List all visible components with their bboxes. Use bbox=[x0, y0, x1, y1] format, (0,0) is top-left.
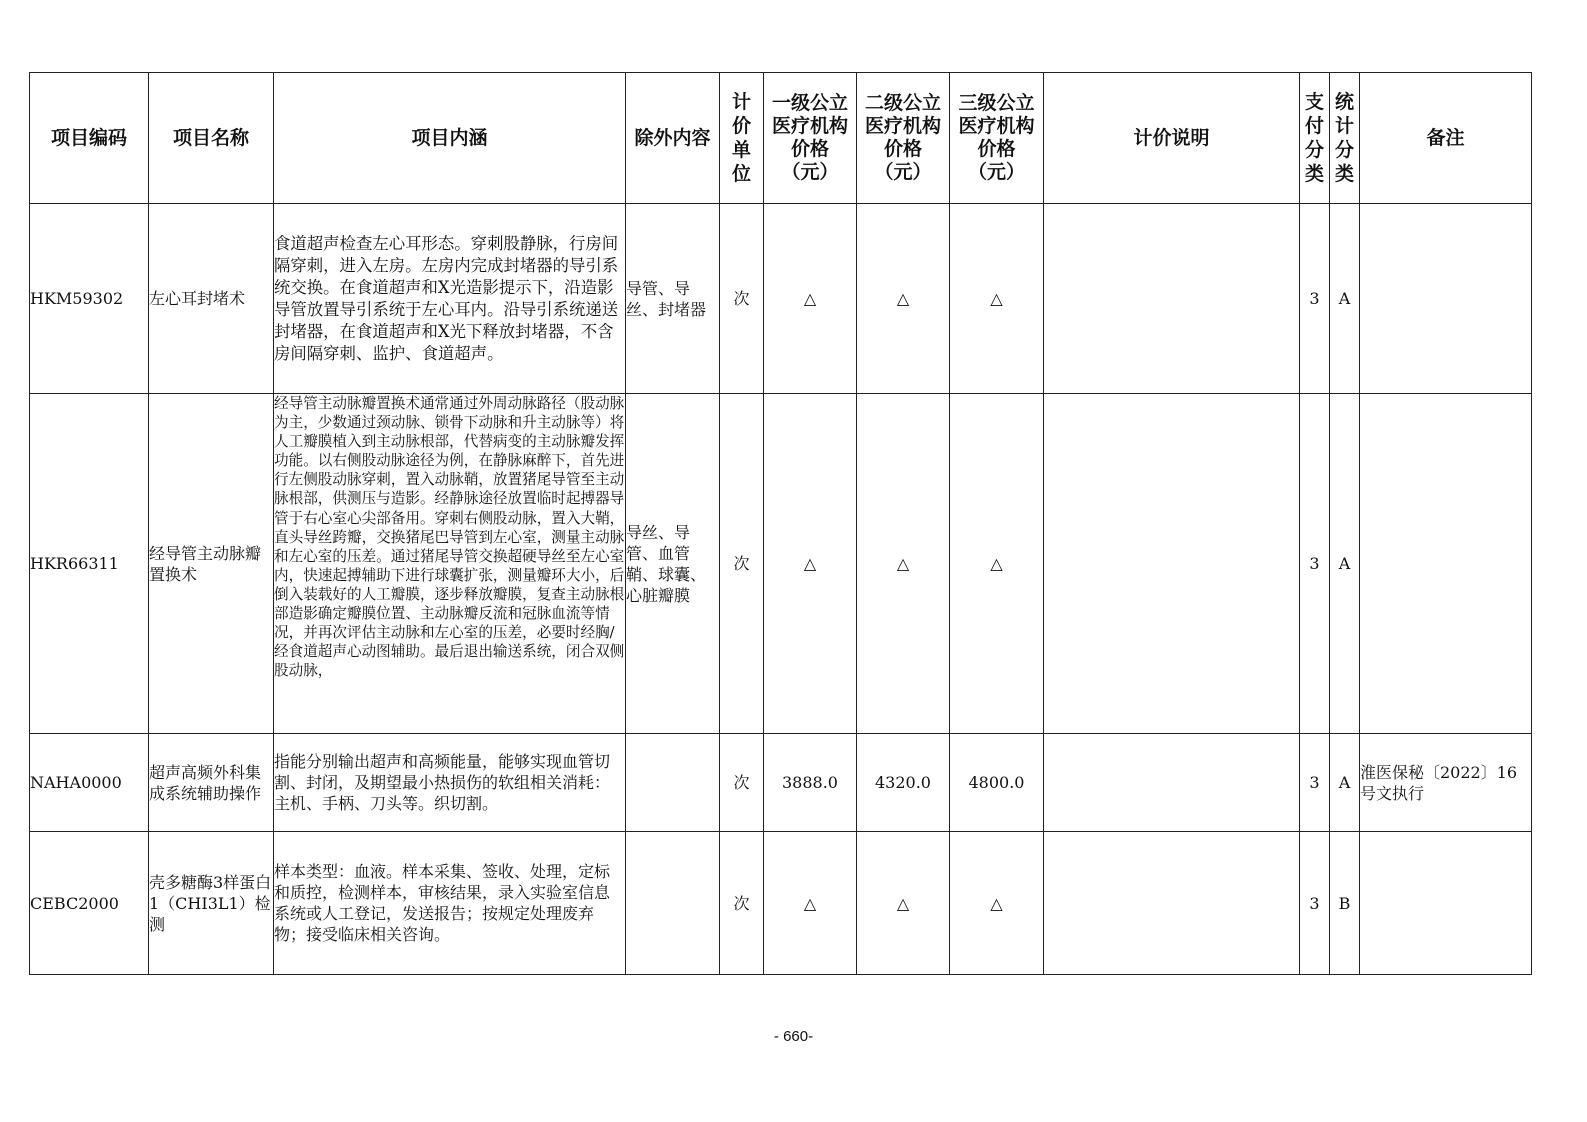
cell-pay-class: 3 bbox=[1300, 734, 1330, 832]
cell-name: 壳多糖酶3样蛋白1（CHI3L1）检测 bbox=[149, 832, 274, 975]
header-price3-text: 三级公立医疗机构价格（元） bbox=[958, 92, 1035, 183]
header-price1-text: 一级公立医疗机构价格（元） bbox=[771, 92, 848, 183]
cell-price1: △ bbox=[764, 832, 857, 975]
cell-content: 食道超声检查左心耳形态。穿刺股静脉，行房间隔穿刺，进入左房。左房内完成封堵器的导引系统交换。在食道超声和X光造影提示下，沿造影导管放置导引系统于左心耳内。沿导引系统递送封堵器，在食道超声和X光下释放封堵器，不含房间隔穿刺、监护、食道超声。 bbox=[274, 204, 626, 394]
cell-stat-class: B bbox=[1330, 832, 1360, 975]
cell-unit: 次 bbox=[720, 394, 764, 734]
cell-name: 经导管主动脉瓣置换术 bbox=[149, 394, 274, 734]
cell-price1: △ bbox=[764, 204, 857, 394]
cell-price2: 4320.0 bbox=[857, 734, 950, 832]
cell-excluded bbox=[626, 832, 720, 975]
cell-price3: △ bbox=[950, 394, 1044, 734]
cell-pricing-note bbox=[1044, 734, 1300, 832]
header-content: 项目内涵 bbox=[274, 73, 626, 204]
table-row bbox=[30, 394, 1532, 734]
cell-unit: 次 bbox=[720, 204, 764, 394]
cell-remark bbox=[1360, 832, 1532, 975]
cell-code: HKR66311 bbox=[30, 394, 149, 734]
cell-content: 样本类型：血液。样本采集、签收、处理，定标和质控，检测样本，审核结果，录入实验室信息系统或人工登记，发送报告；按规定处理废弃物；接受临床相关咨询。 bbox=[274, 832, 626, 975]
cell-unit: 次 bbox=[720, 734, 764, 832]
header-pay-class bbox=[1300, 73, 1330, 204]
header-pricing-note: 计价说明 bbox=[1044, 73, 1300, 204]
cell-pricing-note bbox=[1044, 394, 1300, 734]
cell-price3: 4800.0 bbox=[950, 734, 1044, 832]
header-price1 bbox=[764, 73, 857, 204]
table-row bbox=[30, 832, 1532, 975]
cell-code: HKM59302 bbox=[30, 204, 149, 394]
table-row bbox=[30, 204, 1532, 394]
header-unit-text: 计价单位 bbox=[731, 91, 751, 185]
cell-pay-class: 3 bbox=[1300, 204, 1330, 394]
header-price3 bbox=[950, 73, 1044, 204]
cell-name: 超声高频外科集成系统辅助操作 bbox=[149, 734, 274, 832]
header-row bbox=[30, 73, 1532, 204]
cell-pricing-note bbox=[1044, 204, 1300, 394]
header-price2 bbox=[857, 73, 950, 204]
cell-remark: 淮医保秘〔2022〕16号文执行 bbox=[1360, 734, 1532, 832]
cell-pricing-note bbox=[1044, 832, 1300, 975]
header-excluded: 除外内容 bbox=[626, 73, 720, 204]
header-code: 项目编码 bbox=[30, 73, 149, 204]
cell-remark bbox=[1360, 394, 1532, 734]
cell-price1: △ bbox=[764, 394, 857, 734]
cell-content: 指能分别输出超声和高频能量，能够实现血管切割、封闭，及期望最小热损伤的软组相关消耗：主机、手柄、刀头等。织切割。 bbox=[274, 734, 626, 832]
header-name: 项目名称 bbox=[149, 73, 274, 204]
pricing-table bbox=[29, 72, 1532, 975]
header-price2-text: 二级公立医疗机构价格（元） bbox=[864, 92, 941, 183]
cell-price1: 3888.0 bbox=[764, 734, 857, 832]
cell-price2: △ bbox=[857, 204, 950, 394]
cell-code: NAHA0000 bbox=[30, 734, 149, 832]
cell-pay-class: 3 bbox=[1300, 394, 1330, 734]
table-row bbox=[30, 734, 1532, 832]
cell-content bbox=[274, 394, 626, 734]
cell-name: 左心耳封堵术 bbox=[149, 204, 274, 394]
cell-stat-class: A bbox=[1330, 204, 1360, 394]
header-remark: 备注 bbox=[1360, 73, 1532, 204]
cell-excluded bbox=[626, 734, 720, 832]
header-stat-class bbox=[1330, 73, 1360, 204]
cell-pay-class: 3 bbox=[1300, 832, 1330, 975]
cell-price2: △ bbox=[857, 394, 950, 734]
cell-excluded: 导丝、导管、血管鞘、球囊、心脏瓣膜 bbox=[626, 394, 720, 734]
cell-remark bbox=[1360, 204, 1532, 394]
cell-price3: △ bbox=[950, 204, 1044, 394]
header-unit bbox=[720, 73, 764, 204]
cell-price2: △ bbox=[857, 832, 950, 975]
cell-code: CEBC2000 bbox=[30, 832, 149, 975]
page-number: - 660- bbox=[773, 1028, 814, 1045]
cell-excluded: 导管、导丝、封堵器 bbox=[626, 204, 720, 394]
header-pay-class-text: 支付分类 bbox=[1304, 91, 1324, 185]
cell-price3: △ bbox=[950, 832, 1044, 975]
cell-content-text: 经导管主动脉瓣置换术通常通过外周动脉路径（股动脉为主，少数通过颈动脉、锁骨下动脉和升主动脉等）将人工瓣膜植入到主动脉根部，代替病变的主动脉瓣发挥功能。以右侧股动脉途径为例，在静脉麻醉下，首先进行左侧股动脉穿刺，置入动脉鞘，放置猪尾导管至主动脉根部，供测压与造影。经静脉途径放置临时起搏器导管于右心室心尖部备用。穿刺右侧股动脉，置入大鞘，直头导丝跨瓣，交换猪尾巴导管到左心室，测量主动脉和左心室的压差。通过猪尾导管交换超硬导丝至左心室内，快速起搏辅助下进行球囊扩张，测量瓣环大小，后倒入装载好的人工瓣膜，逐步释放瓣膜，复查主动脉根部造影确定瓣膜位置、主动脉瓣反流和冠脉血流等情况，并再次评估主动脉和左心室的压差，必要时经胸/经食道超声心动图辅助。最后退出输送系统，闭合双侧股动脉， bbox=[274, 395, 625, 680]
cell-stat-class: A bbox=[1330, 734, 1360, 832]
cell-unit: 次 bbox=[720, 832, 764, 975]
cell-stat-class: A bbox=[1330, 394, 1360, 734]
header-stat-class-text: 统计分类 bbox=[1334, 91, 1354, 185]
